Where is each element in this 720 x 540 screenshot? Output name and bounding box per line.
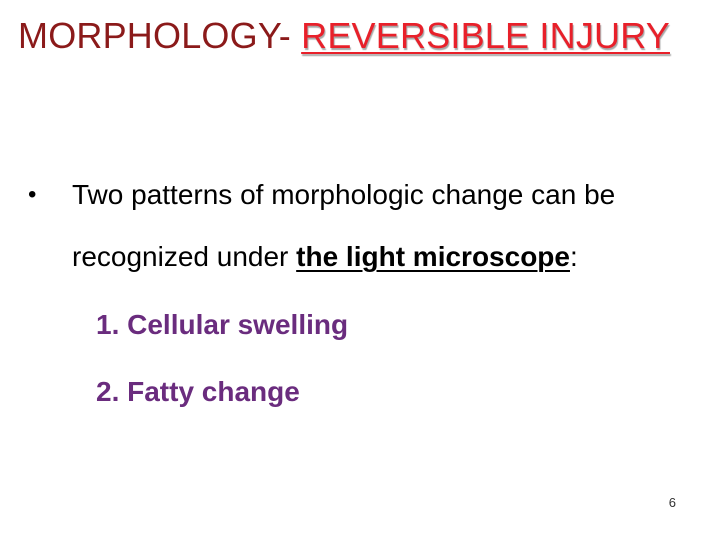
bullet-point-icon: • [28, 181, 37, 208]
body-text-line-2 [72, 240, 578, 274]
body-text-line-2-start: recognized under [72, 241, 297, 272]
list-item-fatty-change: 2. Fatty change [96, 376, 300, 407]
slide-title [18, 14, 670, 58]
body-text-line-2-end: : [569, 241, 578, 272]
title-main: MORPHOLOGY- [18, 15, 291, 56]
body-text-line-1: Two patterns of morphologic change can be [72, 179, 616, 210]
page-number: 6 [668, 495, 676, 510]
list-item-cellular-swelling: 1. Cellular swelling [96, 309, 349, 340]
emphasized-phrase: the light microscope [296, 241, 570, 272]
title-subtitle: REVERSIBLE INJURY [301, 15, 670, 56]
